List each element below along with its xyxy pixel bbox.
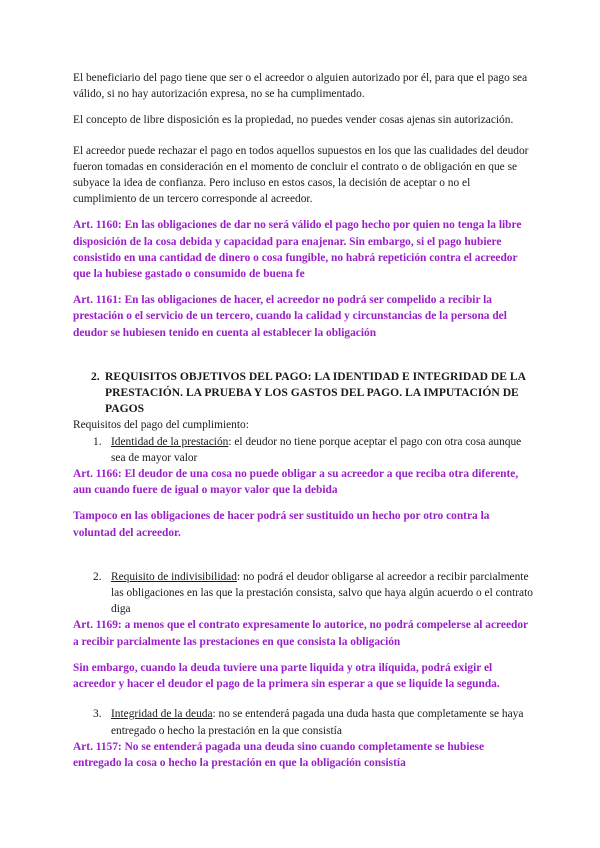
article-1166-continuation: Tampoco en las obligaciones de hacer podrá ser sustituido un hecho por otro contra la voluntad del acreedor. (73, 510, 490, 539)
article-1161: Art. 1161: En las obligaciones de hacer, el acreedor no podrá ser compelido a recibir la prestación o el servicio de un tercero, cuando la calidad y circunstancias de la persona del deudor se hubiesen tenido en cuenta al establecer la obligación (73, 294, 507, 339)
section-title: REQUISITOS OBJETIVOS DEL PAGO: LA IDENTIDAD E INTEGRIDAD DE LA PRESTACIÓN. LA PRUEBA Y LOS GASTOS DEL PAGO. LA IMPUTACIÓN DE PAGOS (105, 369, 526, 416)
document-page (73, 70, 533, 771)
paragraph-beneficiario: El beneficiario del pago tiene que ser o el acreedor o alguien autorizado por él, para que el pago sea válido, si no hay autorización expresa, no se ha cumplimentado. (73, 72, 528, 101)
list-term: Identidad de la prestación (111, 435, 229, 448)
list-number: 2. (93, 570, 102, 583)
list-text: : el deudor no tiene porque aceptar el pago con otra cosa aunque sea de mayor valor (111, 435, 522, 464)
list-term: Integridad de la deuda (111, 708, 213, 721)
article-1160: Art. 1160: En las obligaciones de dar no será válido el pago hecho por quien no tenga la libre disposición de la cosa debida y capacidad para enajenar. Sin embargo, si el pago hubiere consistido en una cantidad de dinero o cosa fungible, no habrá repetición contra el acreedor que la hubiese gastado o consumido de buena fe (73, 219, 522, 281)
list-item-integridad (73, 706, 533, 738)
list-item-identidad (73, 434, 533, 466)
list-number: 1. (93, 435, 102, 448)
section-number: 2. (91, 369, 100, 383)
section-intro: Requisitos del pago del cumplimiento: (73, 419, 249, 432)
article-1166: Art. 1166: El deudor de una cosa no puede obligar a su acreedor a que reciba otra diferente, aun cuando fuere de igual o mayor valor que la debida (73, 468, 519, 497)
section-heading (73, 369, 533, 418)
article-1157: Art. 1157: No se entenderá pagada una deuda sino cuando completamente se hubiese entregado la cosa o hecho la prestación en que la obligación consistía (73, 740, 485, 769)
list-text: : no se entenderá pagada una duda hasta que completamente se haya entregado o hecho la prestación en la que consistía (111, 708, 524, 737)
paragraph-libre-disposicion: El concepto de libre disposición es la propiedad, no puedes vender cosas ajenas sin autorización. (73, 114, 514, 127)
list-number: 3. (93, 708, 102, 721)
paragraph-rechazo-pago: El acreedor puede rechazar el pago en todos aquellos supuestos en los que las cualidades del deudor fueron tomadas en consideración en el momento de concluir el contrato o de obligación en que se subyace la idea de confianza. Pero incluso en estos casos, la decisión de aceptar o no el cumplimiento de un tercero corresponde al acreedor. (73, 144, 529, 206)
list-item-indivisibilidad (73, 569, 533, 618)
list-term: Requisito de indivisibilidad (111, 570, 237, 583)
list-text: : no podrá el deudor obligarse al acreedor a recibir parcialmente las obligaciones en las que la prestación consista, salvo que haya algún acuerdo o el contrato diga (111, 570, 533, 616)
article-1169: Art. 1169: a menos que el contrato expresamente lo autorice, no podrá compelerse al acreedor a recibir parcialmente las prestaciones en que consista la obligación (73, 619, 528, 648)
article-1169-continuation: Sin embargo, cuando la deuda tuviere una parte liquida y otra ilíquida, podrá exigir el acreedor y hacer el deudor el pago de la primera sin esperar a que se liquide la segunda. (73, 661, 500, 691)
